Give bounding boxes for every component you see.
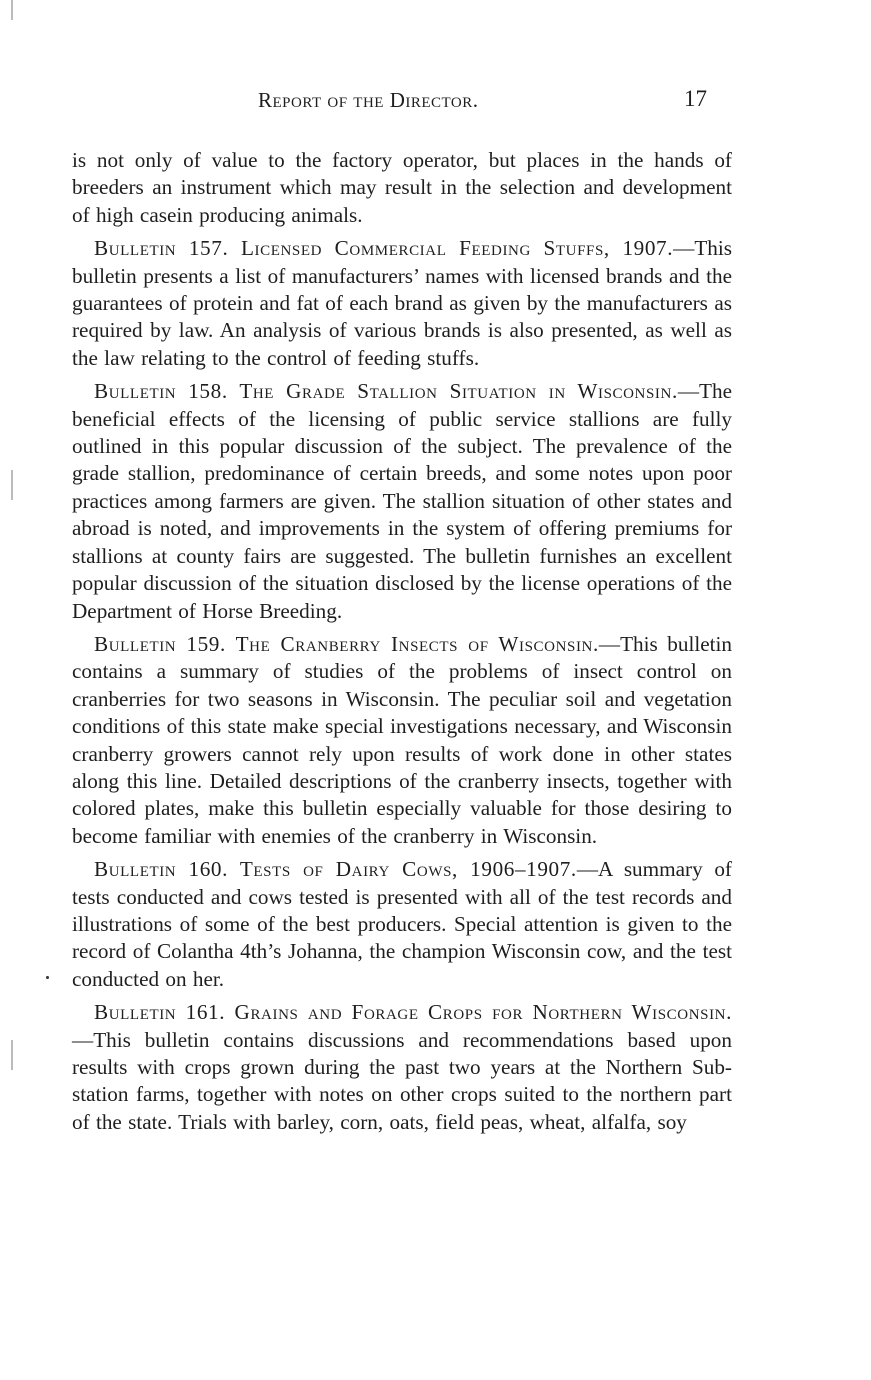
paragraph-continuation bbox=[72, 147, 732, 229]
paragraph-bulletin-159 bbox=[72, 631, 732, 850]
scan-edge-mark bbox=[11, 1040, 13, 1070]
paragraph-text: is not only of value to the factory operator, but places in the hands of breeders an instrument which may result in the selection and development of high casein producing animals. bbox=[72, 148, 732, 227]
running-head: Report of the Director. bbox=[258, 88, 479, 112]
paragraph-bulletin-158 bbox=[72, 378, 732, 625]
paragraph-text: —This bulletin contains a summary of studies of the problems of insect control on cranberries for two seasons in Wisconsin. The peculiar soil and vegetation conditions of this state make special investigations necessary, and Wisconsin cranberry growers cannot rely upon results of work done in other states along this line. Detailed descriptions of the cranberry insects, together with colored plates, make this bulletin especially valuable for those desiring to become familiar with enemies of the cranberry in Wisconsin. bbox=[72, 631, 733, 848]
bulletin-heading: Bulletin 158. The Grade Stallion Situation in Wisconsin. bbox=[94, 379, 678, 404]
bulletin-heading: Bulletin 157. Licensed Commercial Feeding Stuffs, 1907. bbox=[94, 236, 674, 261]
paragraph-bulletin-160 bbox=[72, 856, 732, 993]
scan-edge-mark bbox=[11, 470, 13, 500]
body-text bbox=[72, 147, 732, 1136]
paragraph-text: —A summary of tests conducted and cows tested is presented with all of the test records and illustrations of some of the best producers. Special attention is given to the record of Colantha 4th’s Johanna, the champion Wisconsin cow, and the test conducted on her. bbox=[72, 857, 732, 991]
bulletin-heading: Bulletin 160. Tests of Dairy Cows, 1906–1907. bbox=[94, 857, 577, 882]
paragraph-text: —This bulletin contains discussions and recommendations based upon results with crops grown during the past two years at the Northern Sub-station farms, together with notes on other crops suited to the northern part of the state. Trials with barley, corn, oats, field peas, wheat, alfalfa, soy bbox=[72, 1027, 732, 1134]
page-number: 17 bbox=[684, 86, 707, 111]
paragraph-bulletin-157 bbox=[72, 235, 732, 372]
bulletin-heading: Bulletin 159. The Cranberry Insects of Wisconsin. bbox=[94, 631, 599, 656]
paragraph-text: —This bulletin presents a list of manufacturers’ names with licensed brands and the guarantees of protein and fat of each brand as given by the manufacturers as required by law. An analysis of various brands is also presented, as well as the law relating to the control of feeding stuffs. bbox=[72, 236, 732, 370]
paragraph-text: —The beneficial effects of the licensing of public service stallions are fully outlined in this popular discussion of the subject. The prevalence of the grade stallion, predominance of certain breeds, and some notes upon poor practices among farmers are given. The stallion situation of other states and abroad is noted, and improvements in the system of offering premiums for stallions at county fairs are suggested. The bulletin furnishes an excellent popular discussion of the situation disclosed by the license operations of the Department of Horse Breeding. bbox=[72, 379, 732, 623]
scan-edge-mark bbox=[11, 0, 13, 20]
paragraph-bulletin-161 bbox=[72, 999, 732, 1136]
scan-speck bbox=[46, 976, 49, 979]
bulletin-heading: Bulletin 161. Grains and Forage Crops for Northern Wisconsin. bbox=[94, 1000, 732, 1025]
